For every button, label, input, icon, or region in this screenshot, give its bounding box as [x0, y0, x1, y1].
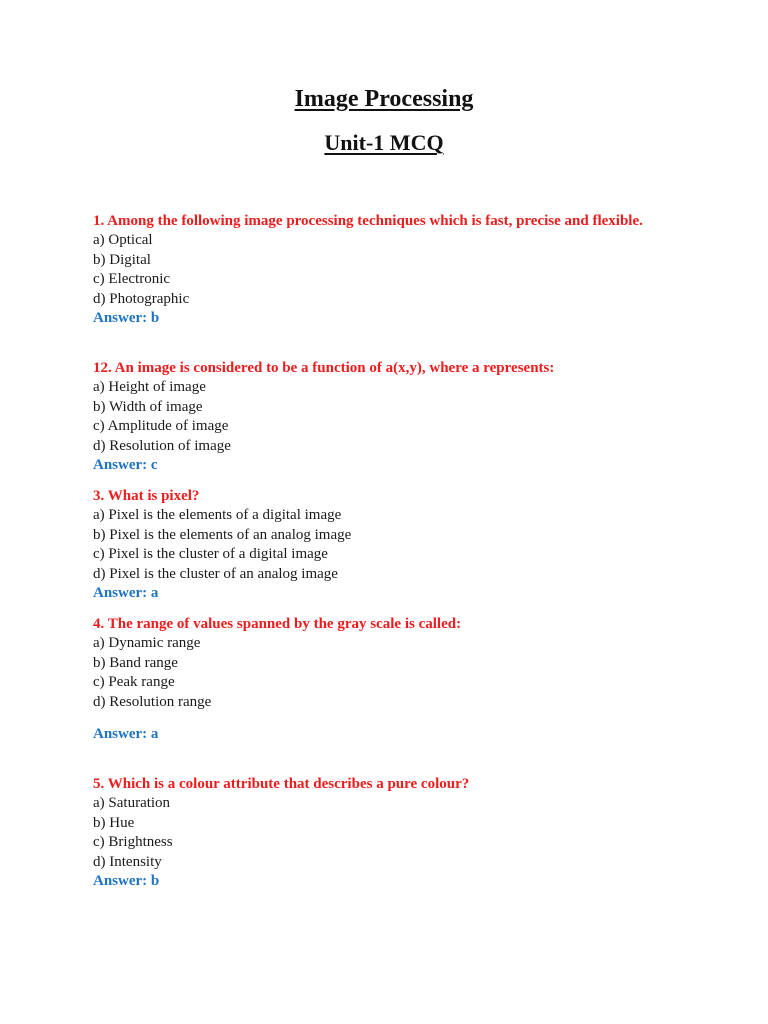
- question-block: [93, 487, 733, 603]
- question-text: 1. Among the following image processing techniques which is fast, precise and flexible.: [93, 213, 643, 229]
- correct-answer: Answer: b: [93, 310, 160, 327]
- document-subtitle: Unit-1 MCQ: [324, 130, 444, 155]
- answer-option: a) Dynamic range: [93, 635, 201, 652]
- answer-option: c) Electronic: [93, 271, 171, 288]
- correct-answer: Answer: c: [93, 457, 158, 474]
- answer-option: c) Pixel is the cluster of a digital image: [93, 546, 328, 563]
- answer-option: d) Resolution range: [93, 693, 212, 710]
- question-text: 4. The range of values spanned by the gray scale is called:: [93, 616, 462, 632]
- answer-option: d) Resolution of image: [93, 437, 231, 454]
- correct-answer: Answer: a: [93, 585, 159, 602]
- answer-option: a) Saturation: [93, 795, 171, 812]
- answer-option: b) Band range: [93, 654, 178, 671]
- answer-option: b) Width of image: [93, 398, 203, 415]
- answer-option: c) Peak range: [93, 674, 175, 691]
- question-block: [93, 775, 733, 891]
- question-block: [93, 359, 733, 475]
- question-text: 12. An image is considered to be a function of a(x,y), where a represents:: [93, 360, 555, 376]
- question-text: 3. What is pixel?: [93, 488, 200, 504]
- answer-option: b) Digital: [93, 251, 151, 268]
- answer-option: d) Pixel is the cluster of an analog image: [93, 565, 338, 582]
- question-text: 5. Which is a colour attribute that describes a pure colour?: [93, 776, 470, 792]
- correct-answer: Answer: b: [93, 873, 160, 890]
- answer-option: a) Height of image: [93, 379, 206, 396]
- answer-option: b) Hue: [93, 814, 135, 831]
- document-title: Image Processing: [294, 86, 474, 112]
- answer-option: d) Intensity: [93, 853, 162, 870]
- question-block: [93, 615, 733, 744]
- answer-option: b) Pixel is the elements of an analog image: [93, 526, 352, 543]
- answer-option: a) Pixel is the elements of a digital image: [93, 507, 342, 524]
- correct-answer: Answer: a: [93, 726, 159, 743]
- answer-option: c) Amplitude of image: [93, 418, 229, 435]
- answer-option: c) Brightness: [93, 834, 173, 851]
- answer-option: d) Photographic: [93, 290, 190, 307]
- question-block: [93, 212, 733, 328]
- answer-option: a) Optical: [93, 232, 153, 249]
